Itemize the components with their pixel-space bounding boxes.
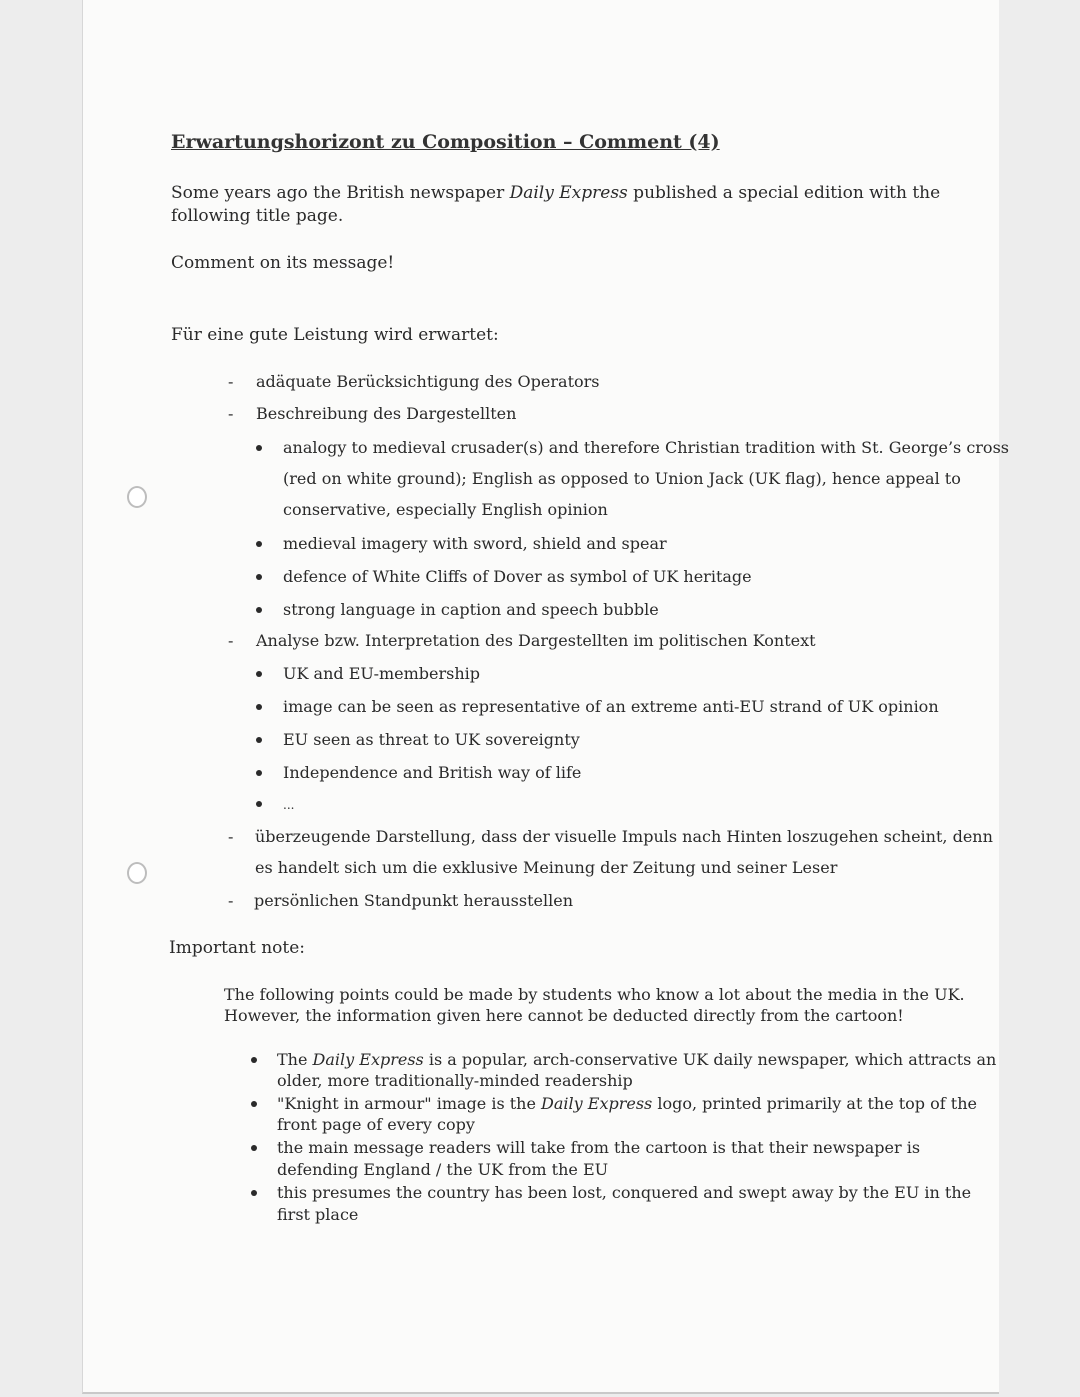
bullet-dot <box>256 607 262 613</box>
note-point-cont: older, more traditionally-minded readership <box>277 1071 633 1090</box>
analysis-point: ... <box>283 798 295 812</box>
criterion-personal: persönlichen Standpunkt herausstellen <box>254 891 573 910</box>
dash-bullet: - <box>228 891 234 910</box>
task-prompt: Comment on its message! <box>171 253 395 273</box>
analysis-point: Independence and British way of life <box>283 763 582 782</box>
criterion-convincing: überzeugende Darstellung, dass der visuelle Impuls nach Hinten loszugehen scheint, denn <box>255 827 993 846</box>
page-title: Erwartungshorizont zu Composition – Comment (4) <box>171 131 720 153</box>
note-point: "Knight in armour" image is the Daily Express logo, printed primarily at the top of the <box>277 1094 977 1113</box>
note-point-cont: first place <box>277 1205 359 1224</box>
dash-bullet: - <box>228 631 234 650</box>
note-intro-line-2: However, the information given here cannot be deducted directly from the cartoon! <box>224 1006 904 1025</box>
bullet-dot <box>251 1190 257 1196</box>
note-heading: Important note: <box>169 938 306 958</box>
criterion-analysis: Analyse bzw. Interpretation des Dargestellten im politischen Kontext <box>256 631 816 650</box>
description-point-cont: (red on white ground); English as opposed to Union Jack (UK flag), hence appeal to <box>283 469 961 488</box>
description-point: defence of White Cliffs of Dover as symbol of UK heritage <box>283 567 752 586</box>
dash-bullet: - <box>228 404 234 423</box>
bullet-dot <box>256 574 262 580</box>
bullet-dot <box>256 801 262 807</box>
analysis-point: EU seen as threat to UK sovereignty <box>283 730 580 749</box>
note-point: this presumes the country has been lost, conquered and swept away by the EU in the <box>277 1183 972 1202</box>
expectation-heading: Für eine gute Leistung wird erwartet: <box>171 325 499 345</box>
note-point: The Daily Express is a popular, arch-conservative UK daily newspaper, which attracts an <box>277 1050 997 1069</box>
bullet-dot <box>256 541 262 547</box>
description-point: analogy to medieval crusader(s) and therefore Christian tradition with St. George’s cross <box>283 438 1009 457</box>
bullet-dot <box>256 671 262 677</box>
description-point: medieval imagery with sword, shield and spear <box>283 534 667 553</box>
note-point-cont: front page of every copy <box>277 1115 475 1134</box>
note-intro-line-1: The following points could be made by students who know a lot about the media in the UK. <box>224 985 965 1004</box>
note-point: the main message readers will take from the cartoon is that their newspaper is <box>277 1138 921 1157</box>
dash-bullet: - <box>228 827 234 846</box>
bullet-dot <box>256 770 262 776</box>
bullet-dot <box>251 1101 257 1107</box>
note-point-cont: defending England / the UK from the EU <box>277 1160 609 1179</box>
criterion-convincing-cont: es handelt sich um die exklusive Meinung der Zeitung und seiner Leser <box>255 858 838 877</box>
punch-hole-top <box>127 486 147 508</box>
bullet-dot <box>256 445 262 451</box>
punch-hole-bottom <box>127 862 147 884</box>
criterion-description: Beschreibung des Dargestellten <box>256 404 517 423</box>
bullet-dot <box>251 1057 257 1063</box>
intro-line-2: following title page. <box>171 206 344 226</box>
bullet-dot <box>251 1145 257 1151</box>
analysis-point: UK and EU-membership <box>283 664 481 683</box>
bullet-dot <box>256 737 262 743</box>
bullet-dot <box>256 704 262 710</box>
criterion-operator: adäquate Berücksichtigung des Operators <box>256 372 600 391</box>
analysis-point: image can be seen as representative of an extreme anti-EU strand of UK opinion <box>283 697 939 716</box>
description-point-cont: conservative, especially English opinion <box>283 500 608 519</box>
description-point: strong language in caption and speech bubble <box>283 600 659 619</box>
dash-bullet: - <box>228 372 234 391</box>
intro-line-1: Some years ago the British newspaper Daily Express published a special edition with the <box>171 183 941 203</box>
